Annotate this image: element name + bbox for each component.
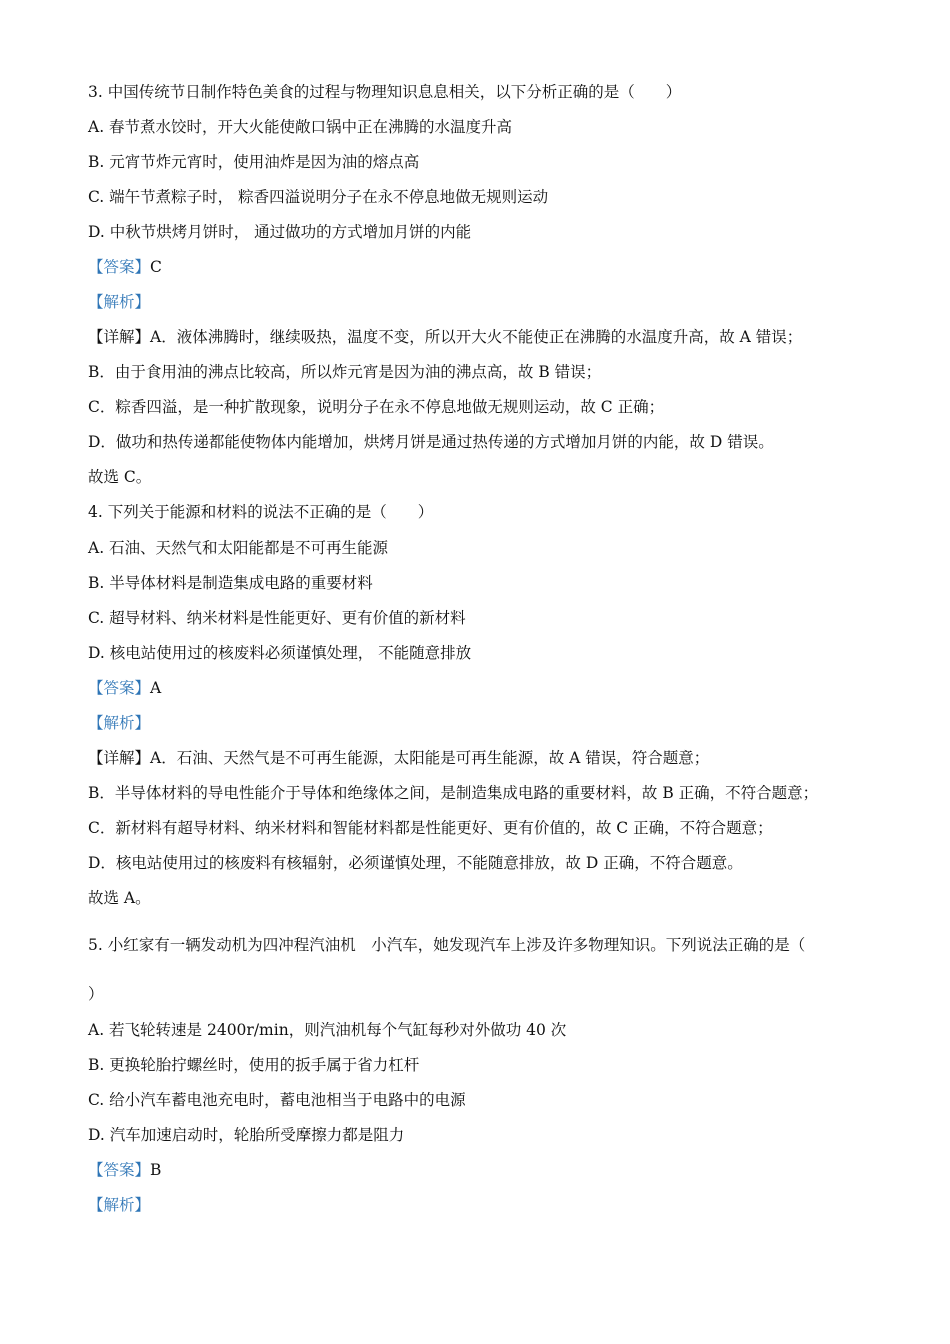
q5-stem-line1: 5. 小红家有一辆发动机为四冲程汽油机 小汽车，她发现汽车上涉及许多物理知识。下列说法正确的是（ bbox=[88, 936, 806, 954]
q3-analysis-tag: 【解析】 bbox=[88, 293, 151, 311]
q4-stem: 4. 下列关于能源和材料的说法不正确的是（ ） bbox=[88, 503, 434, 521]
q4-analysis-tag: 【解析】 bbox=[88, 714, 151, 732]
answer-tag: 【答案】 bbox=[88, 679, 151, 697]
q5-analysis-tag: 【解析】 bbox=[88, 1196, 151, 1214]
detail-tag: 【详解】 bbox=[88, 749, 151, 767]
answer-tag: 【答案】 bbox=[88, 258, 151, 276]
q4-answer: A bbox=[150, 679, 162, 697]
answer-tag: 【答案】 bbox=[88, 1161, 151, 1179]
q3-answer: C bbox=[150, 258, 162, 276]
q4-detail-a: 【详解】A．石油、天然气是不可再生能源，太阳能是可再生能源，故 A 错误，符合题意； bbox=[88, 749, 710, 767]
q5-option-c: C. 给小汽车蓄电池充电时，蓄电池相当于电路中的电源 bbox=[88, 1091, 466, 1109]
q5-answer: B bbox=[150, 1161, 162, 1179]
q4-detail-b: B．半导体材料的导电性能介于导体和绝缘体之间，是制造集成电路的重要材料，故 B 正确，不符合题意； bbox=[88, 784, 819, 802]
q4-detail-d: D．核电站使用过的核废料有核辐射，必须谨慎处理，不能随意排放，故 D 正确，不符合题意。 bbox=[88, 854, 743, 872]
q3-detail-a: 【详解】A．液体沸腾时，继续吸热，温度不变，所以开大火不能使正在沸腾的水温度升高，故 A 错误； bbox=[88, 328, 803, 346]
detail-tag: 【详解】 bbox=[88, 328, 151, 346]
q3-stem: 3. 中国传统节日制作特色美食的过程与物理知识息息相关，以下分析正确的是（ ） bbox=[88, 83, 682, 101]
q3-conclusion: 故选 C。 bbox=[88, 468, 152, 486]
q5-option-a: A. 若飞轮转速是 2400r/min，则汽油机每个气缸每秒对外做功 40 次 bbox=[88, 1021, 567, 1039]
q3-detail-c: C．粽香四溢，是一种扩散现象，说明分子在永不停息地做无规则运动，故 C 正确； bbox=[88, 398, 665, 416]
q3-option-a: A. 春节煮水饺时，开大火能使敞口锅中正在沸腾的水温度升高 bbox=[88, 118, 513, 136]
q4-detail-c: C．新材料有超导材料、纳米材料和智能材料都是性能更好、更有价值的，故 C 正确，不符合题意； bbox=[88, 819, 773, 837]
q4-option-c: C. 超导材料、纳米材料是性能更好、更有价值的新材料 bbox=[88, 609, 466, 627]
q4-answer-row bbox=[88, 678, 161, 698]
q3-detail-d: D．做功和热传递都能使物体内能增加，烘烤月饼是通过热传递的方式增加月饼的内能，故 D 错误。 bbox=[88, 433, 774, 451]
q4-conclusion: 故选 A。 bbox=[88, 889, 151, 907]
q3-option-d: D. 中秋节烘烤月饼时， 通过做功的方式增加月饼的内能 bbox=[88, 223, 472, 241]
q4-option-a: A. 石油、天然气和太阳能都是不可再生能源 bbox=[88, 539, 389, 557]
q4-option-d: D. 核电站使用过的核废料必须谨慎处理， 不能随意排放 bbox=[88, 644, 472, 662]
q3-detail-b: B．由于食用油的沸点比较高，所以炸元宵是因为油的沸点高，故 B 错误； bbox=[88, 363, 602, 381]
q5-answer-row bbox=[88, 1160, 161, 1180]
q3-option-c: C. 端午节煮粽子时， 粽香四溢说明分子在永不停息地做无规则运动 bbox=[88, 188, 549, 206]
q4-option-b: B. 半导体材料是制造集成电路的重要材料 bbox=[88, 574, 373, 592]
q3-option-b: B. 元宵节炸元宵时，使用油炸是因为油的熔点高 bbox=[88, 153, 420, 171]
q5-option-d: D. 汽车加速启动时，轮胎所受摩擦力都是阻力 bbox=[88, 1126, 405, 1144]
q3-answer-row bbox=[88, 257, 162, 277]
q5-stem-line2: ） bbox=[88, 985, 104, 1003]
q5-option-b: B. 更换轮胎拧螺丝时，使用的扳手属于省力杠杆 bbox=[88, 1056, 420, 1074]
